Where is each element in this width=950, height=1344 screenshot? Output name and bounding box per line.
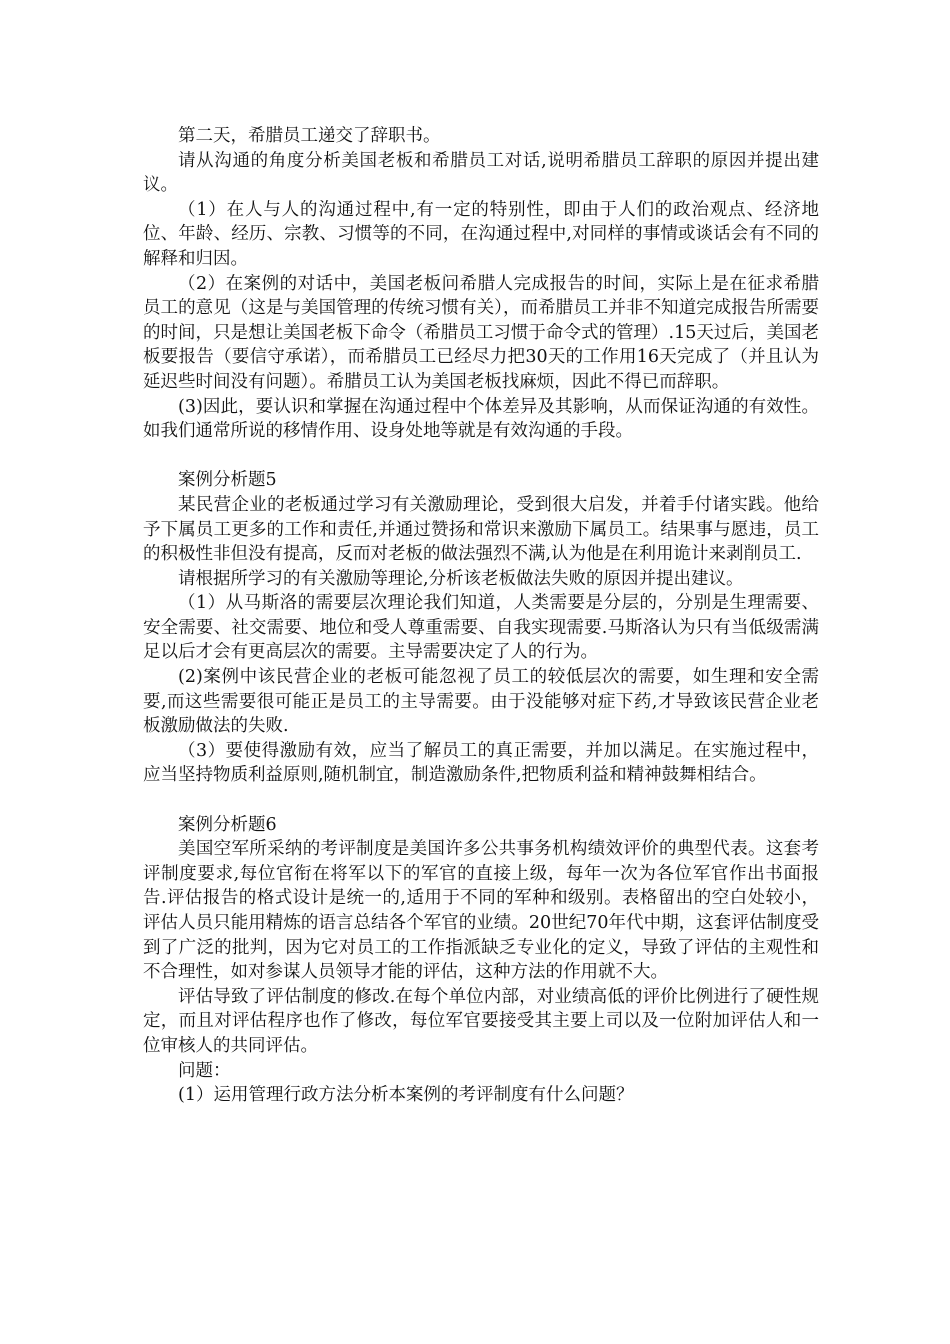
paragraph-resignation: 第二天，希腊员工递交了辞职书。 (178, 126, 441, 146)
answer-point-3: (3)因此，要认识和掌握在沟通过程中个体差异及其影响，从而保证沟通的有效性。如我们通常所说的移情作用、设身处地等就是有效沟通的手段。 (143, 396, 819, 442)
case-6-description: 美国空军所采纳的考评制度是美国许多公共事务机构绩效评价的典型代表。这套考评制度要求,每位官衔在将军以下的军官的直接上级，每年一次为各位军官作出书面报告.评估报告的格式设计是统一的,适用于不同的军种和级别。表格留出的空白处较小，评估人员只能用精炼的语言总结各个军官的业绩。20世纪70年代中期，这套评估制度受到了广泛的批判，因为它对员工的工作指派缺乏专业化的定义，导致了评估的主观性和不合理性，如对参谋人员领导才能的评估，这种方法的作用就不大。 (143, 839, 819, 983)
case-5-description: 某民营企业的老板通过学习有关激励理论，受到很大启发，并着手付诸实践。他给予下属员工更多的工作和责任,并通过赞扬和常识来激励下属员工。结果事与愿违，员工的积极性非但没有提高，反而对老板的做法强烈不满,认为他是在利用诡计来剥削员工. (143, 494, 819, 565)
case-heading-5: 案例分析题5 (178, 470, 277, 491)
case-6-revision: 评估导致了评估制度的修改.在每个单位内部，对业绩高低的评价比例进行了硬性规定，而且对评估程序也作了修改，每位军官要接受其主要上司以及一位附加评估人和一位审核人的共同评估。 (143, 986, 819, 1056)
case-heading-6: 案例分析题6 (178, 814, 277, 835)
case-5-question: 请根据所学习的有关激励等理论,分析该老板做法失败的原因并提出建议。 (178, 568, 744, 589)
case-5-answer-2: (2)案例中该民营企业的老板可能忽视了员工的较低层次的需要，如生理和安全需要,而这些需要很可能正是员工的主导需要。由于没能够对症下药,才导致该民营企业老板激励做法的失败. (143, 667, 819, 737)
case-6-question-1: (1）运用管理行政方法分析本案例的考评制度有什么问题？ (178, 1085, 634, 1106)
answer-point-2: （2）在案例的对话中，美国老板问希腊人完成报告的时间，实际上是在征求希腊员工的意见（这是与美国管理的传统习惯有关），而希腊员工并非不知道完成报告所需要的时间，只是想让美国老板下命令（希腊员工习惯于命令式的管理）.15天过后，美国老板要报告（要信守承诺），而希腊员工已经尽力把30天的工作用16天完成了（并且认为延迟些时间没有问题）。希腊员工认为美国老板找麻烦，因此不得已而辞职。 (143, 273, 819, 392)
case-5-answer-1: （1）从马斯洛的需要层次理论我们知道，人类需要是分层的，分别是生理需要、安全需要、社交需要、地位和受人尊重需要、自我实现需要.马斯洛认为只有当低级需满足以后才会有更高层次的需要。主导需要决定了人的行为。 (143, 593, 819, 663)
case-6-questions-label: 问题： (178, 1060, 231, 1081)
answer-point-1: （1）在人与人的沟通过程中,有一定的特别性，即由于人们的政治观点、经济地位、年龄、经历、宗教、习惯等的不同，在沟通过程中,对同样的事情或谈话会有不同的解释和归因。 (143, 199, 819, 269)
case-5-answer-3: （3）要使得激励有效，应当了解员工的真正需要，并加以满足。在实施过程中，应当坚持物质利益原则,随机制宜，制造激励条件,把物质利益和精神鼓舞相结合。 (143, 740, 819, 786)
document-body (143, 124, 819, 1108)
question-communication: 请从沟通的角度分析美国老板和希腊员工对话,说明希腊员工辞职的原因并提出建议。 (143, 150, 819, 196)
